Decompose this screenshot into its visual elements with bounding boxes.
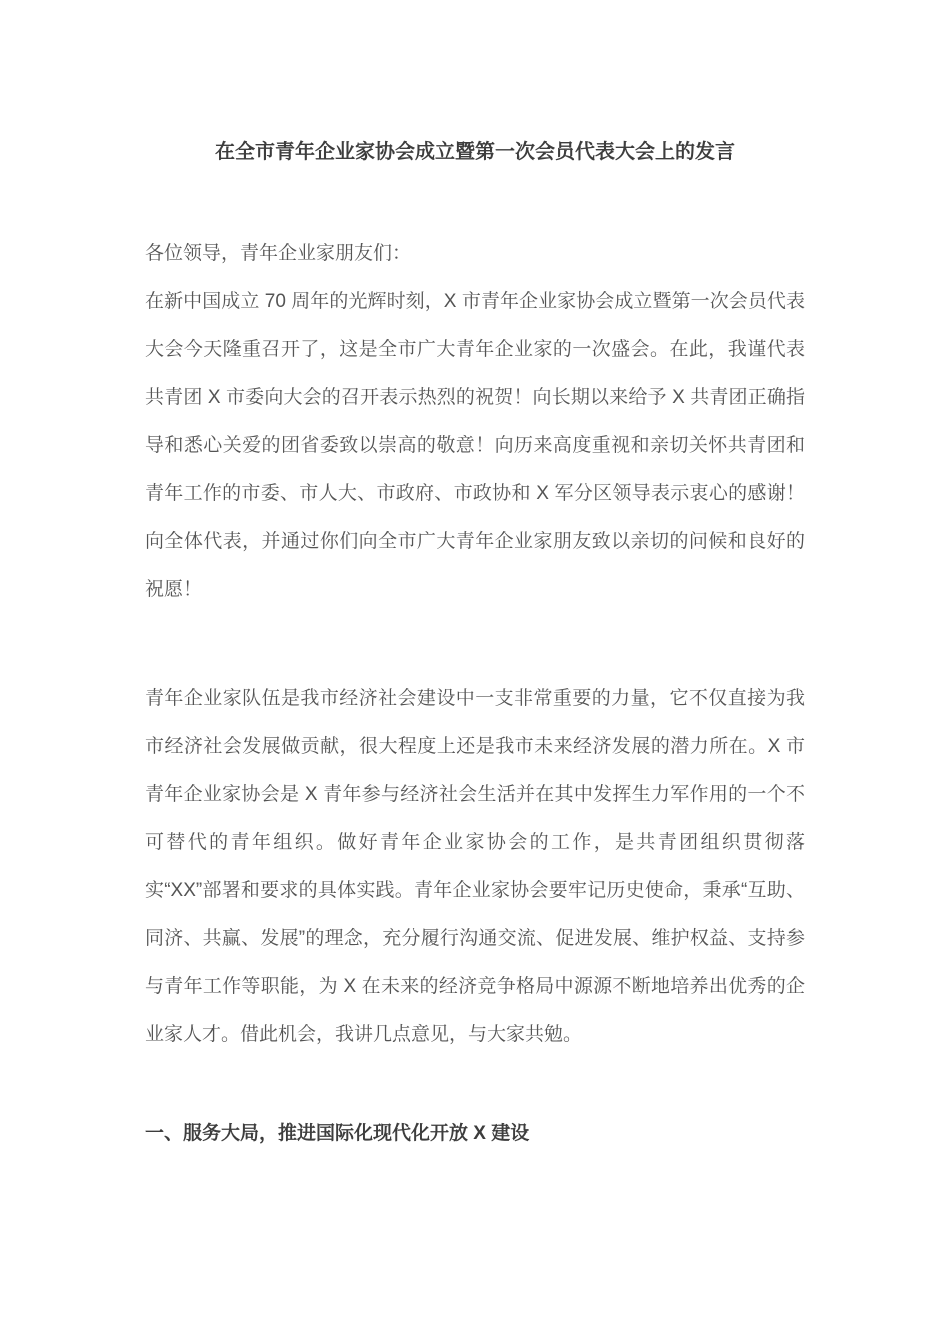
paragraph-association-role: 青年企业家队伍是我市经济社会建设中一支非常重要的力量，它不仅直接为我市经济社会发展做贡献，很大程度上还是我市未来经济发展的潜力所在。X 市青年企业家协会是 X 青年参与经济社会生活并在其中发挥生力军作用的一个不可替代的青年组织。做好青年企业家协会的工作，是共青团组织贯彻落实“XX”部署和要求的具体实践。青年企业家协会要牢记历史使命，秉承“互助、同济、共赢、发展”的理念，充分履行沟通交流、促进发展、维护权益、支持参与青年工作等职能，为 X 在未来的经济竞争格局中源源不断地培养出优秀的企业家人才。借此机会，我讲几点意见，与大家共勉。: [145, 688, 805, 1045]
salutation-line: 各位领导，青年企业家朋友们：: [145, 243, 412, 264]
paragraph-opening-greetings: 在新中国成立 70 周年的光辉时刻，X 市青年企业家协会成立暨第一次会员代表大会今天隆重召开了，这是全市广大青年企业家的一次盛会。在此，我谨代表共青团 X 市委向大会的召开表示热烈的祝贺！向长期以来给予 X 共青团正确指导和悉心关爱的团省委致以崇高的敬意！向历来高度重视和亲切关怀共青团和青年工作的市委、市人大、市政府、市政协和 X 军分区领导表示衷心的感谢！向全体代表，并通过你们向全市广大青年企业家朋友致以亲切的问候和良好的祝愿！: [145, 291, 805, 600]
section-heading-1: 一、服务大局，推进国际化现代化开放 X 建设: [145, 1123, 530, 1144]
document-title: 在全市青年企业家协会成立暨第一次会员代表大会上的发言: [215, 141, 735, 163]
document-page: [145, 0, 805, 1158]
